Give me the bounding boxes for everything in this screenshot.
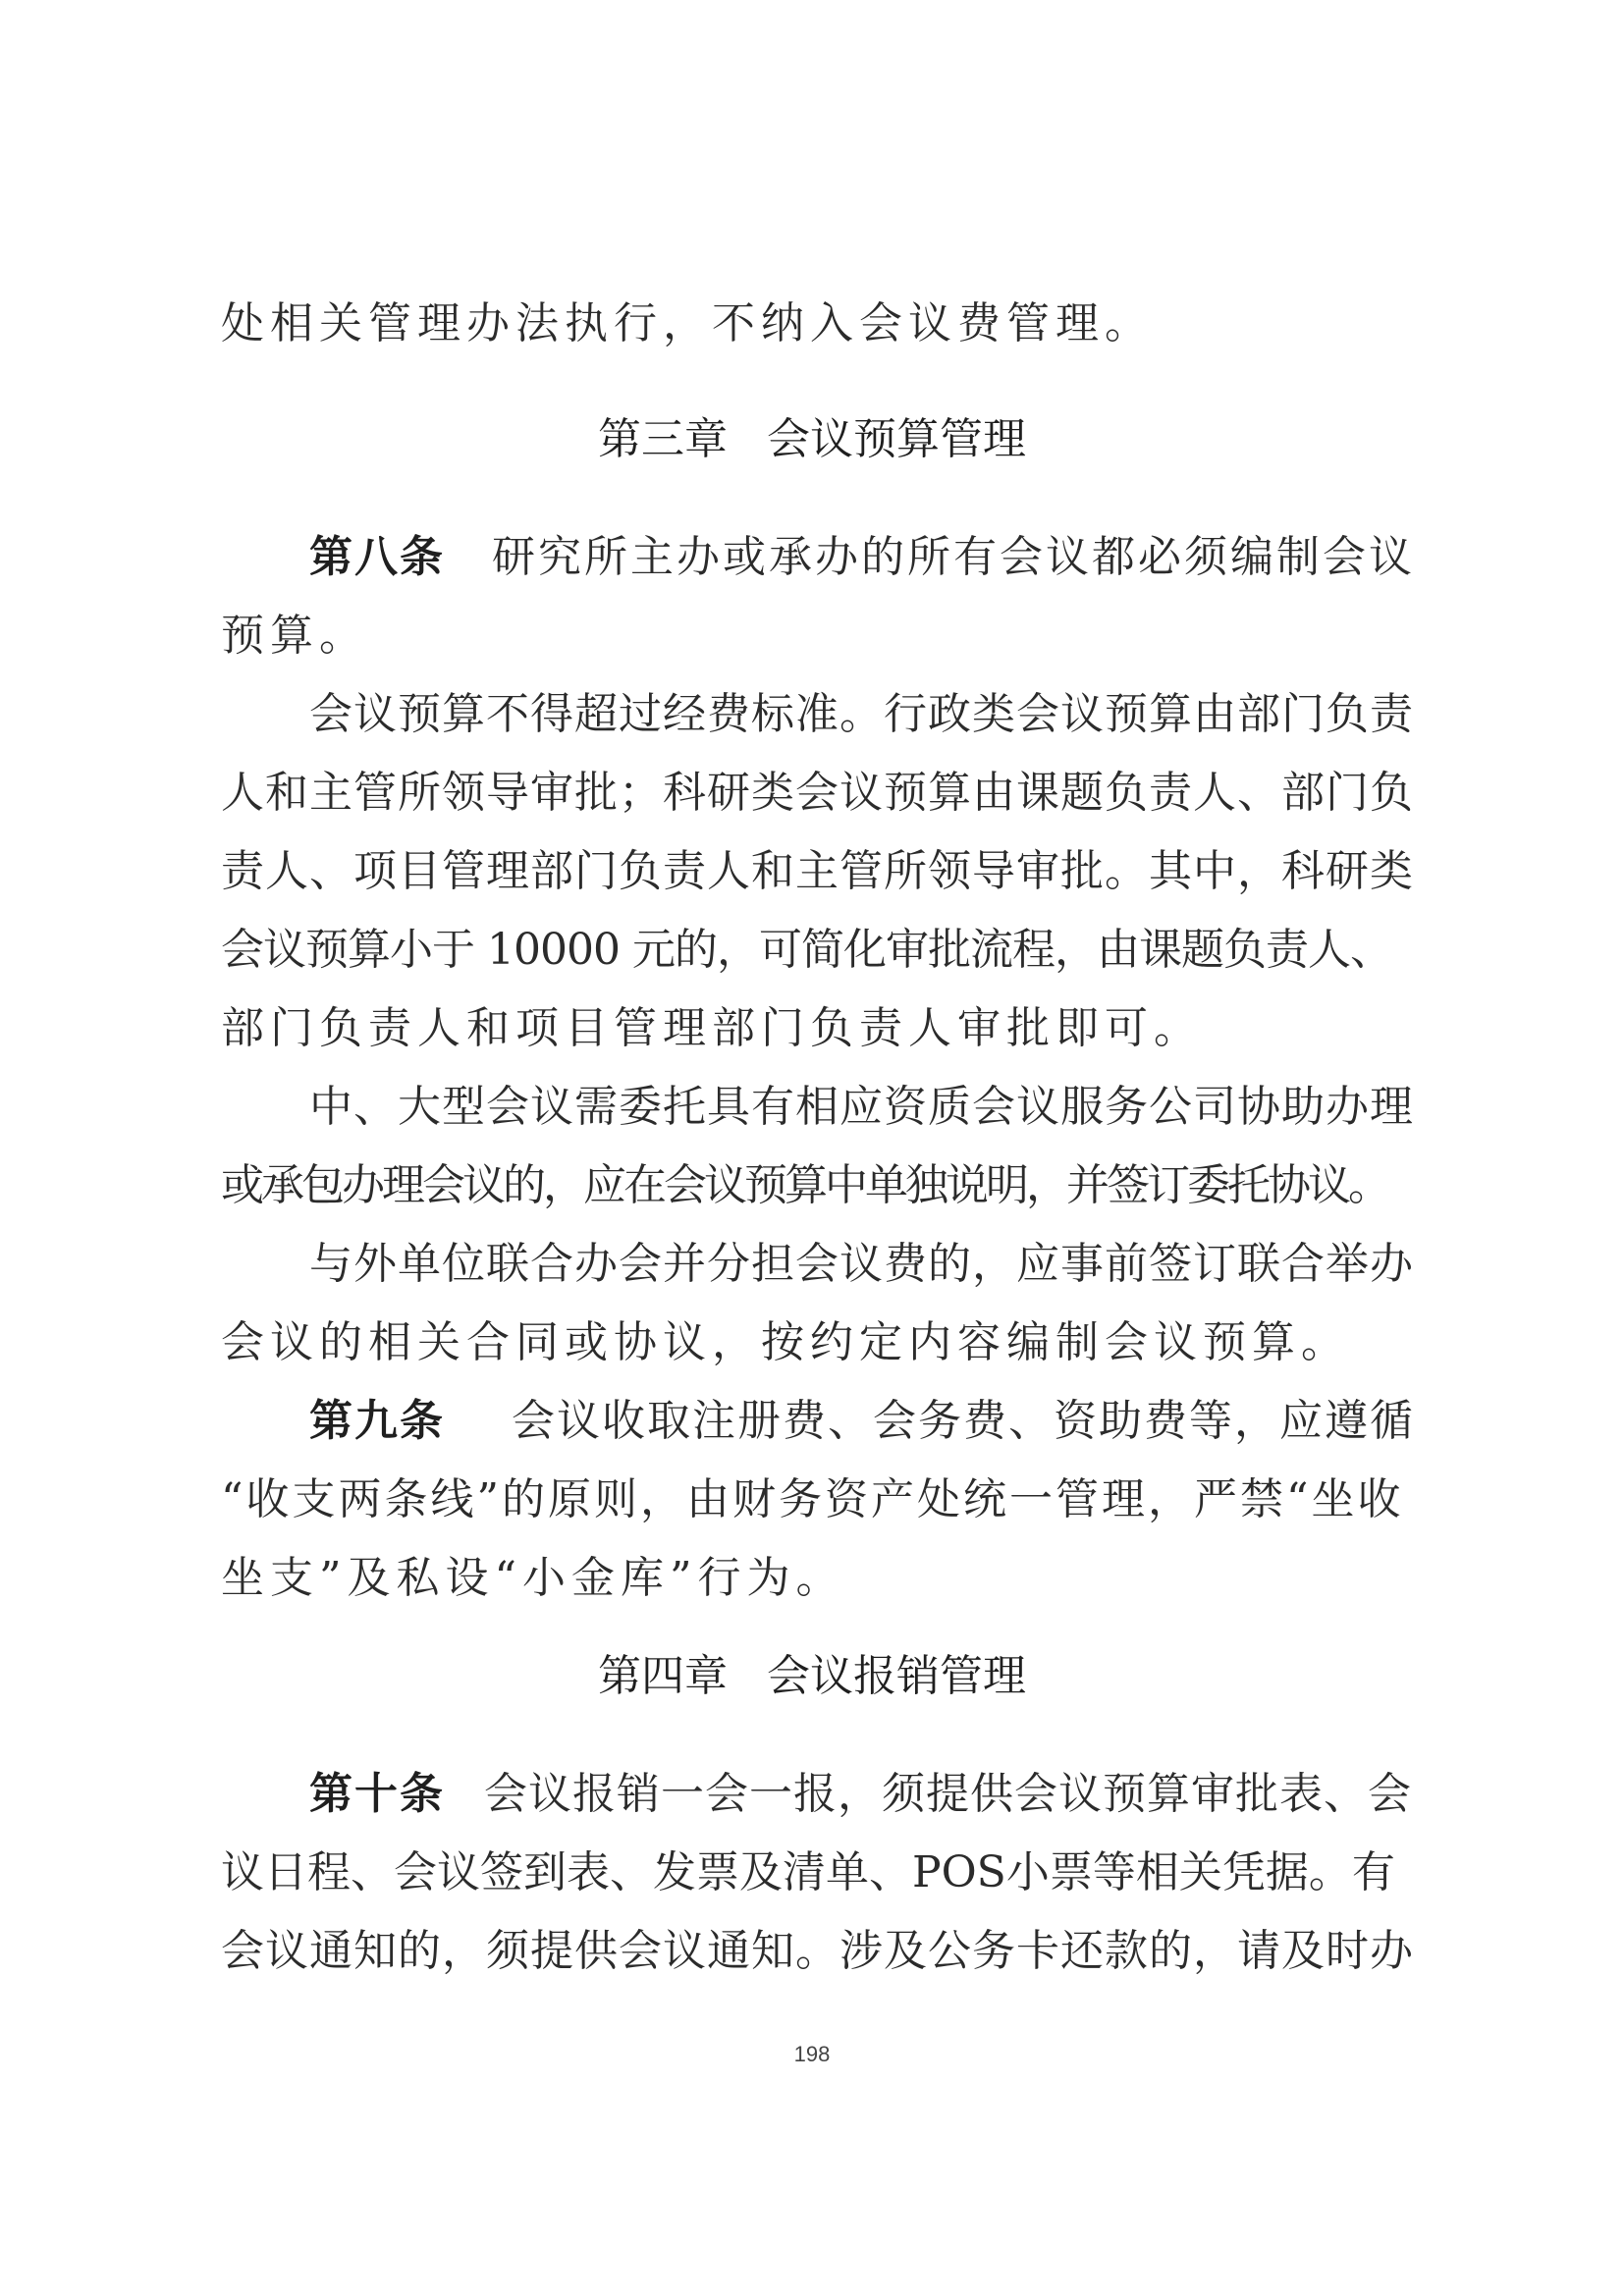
page-number: 198 [793,2042,831,2066]
paragraph-line: 会议的相关合同或协议，按约定内容编制会议预算。 [221,1317,1350,1367]
paragraph-line: 部门负责人和项目管理部门负责人审批即可。 [221,1003,1203,1053]
chapter-3-heading [0,400,1624,479]
paragraph-line: 与外单位联合办会并分担会议费的，应事前签订联合举办 [309,1239,1414,1289]
paragraph-line: 责人、项目管理部门负责人和主管所领导审批。其中，科研类 [221,846,1414,896]
article-9-label: 第九条 [309,1396,445,1446]
article-8-line [309,518,1414,597]
article-8-text: 研究所主办或承办的所有会议都必须编制会议 [492,532,1415,582]
paragraph-line: 议日程、会议签到表、发票及清单、POS小票等相关凭据。有 [221,1847,1395,1897]
chapter-3-title: 会议预算管理 [767,414,1026,464]
paragraph-line: 会议预算小于 10000 元的，可简化审批流程，由课题负责人、 [221,925,1392,975]
paragraph-line: 人和主管所领导审批；科研类会议预算由课题负责人、部门负 [221,768,1414,818]
chapter-4-title: 会议报销管理 [767,1651,1026,1701]
chapter-4-number: 第四章 [598,1651,728,1701]
article-9-line [309,1382,1414,1461]
article-10-text: 会议报销一会一报，须提供会议预算审批表、会 [484,1769,1412,1819]
article-9-text: 会议收取注册费、会务费、资助费等，应遵循 [512,1396,1415,1446]
paragraph-line: 处相关管理办法执行，不纳入会议费管理。 [221,298,1154,348]
paragraph-line: “收支两条线”的原则，由财务资产处统一管理，严禁“坐收 [221,1474,1404,1524]
article-10-label: 第十条 [309,1769,445,1819]
paragraph-line: 或承包办理会议的，应在会议预算中单独说明，并签订委托协议。 [221,1160,1388,1210]
article-10-line [309,1755,1414,1834]
paragraph-line: 会议通知的，须提供会议通知。涉及公务卡还款的，请及时办 [221,1926,1414,1976]
article-8-label: 第八条 [309,532,445,582]
paragraph-line: 预算。 [221,611,368,661]
paragraph-line: 坐支”及私设“小金库”行为。 [221,1553,845,1603]
paragraph-line: 会议预算不得超过经费标准。行政类会议预算由部门负责 [309,689,1414,739]
chapter-3-number: 第三章 [598,414,728,464]
paragraph-line: 中、大型会议需委托具有相应资质会议服务公司协助办理 [309,1082,1414,1132]
chapter-4-heading [0,1637,1624,1716]
